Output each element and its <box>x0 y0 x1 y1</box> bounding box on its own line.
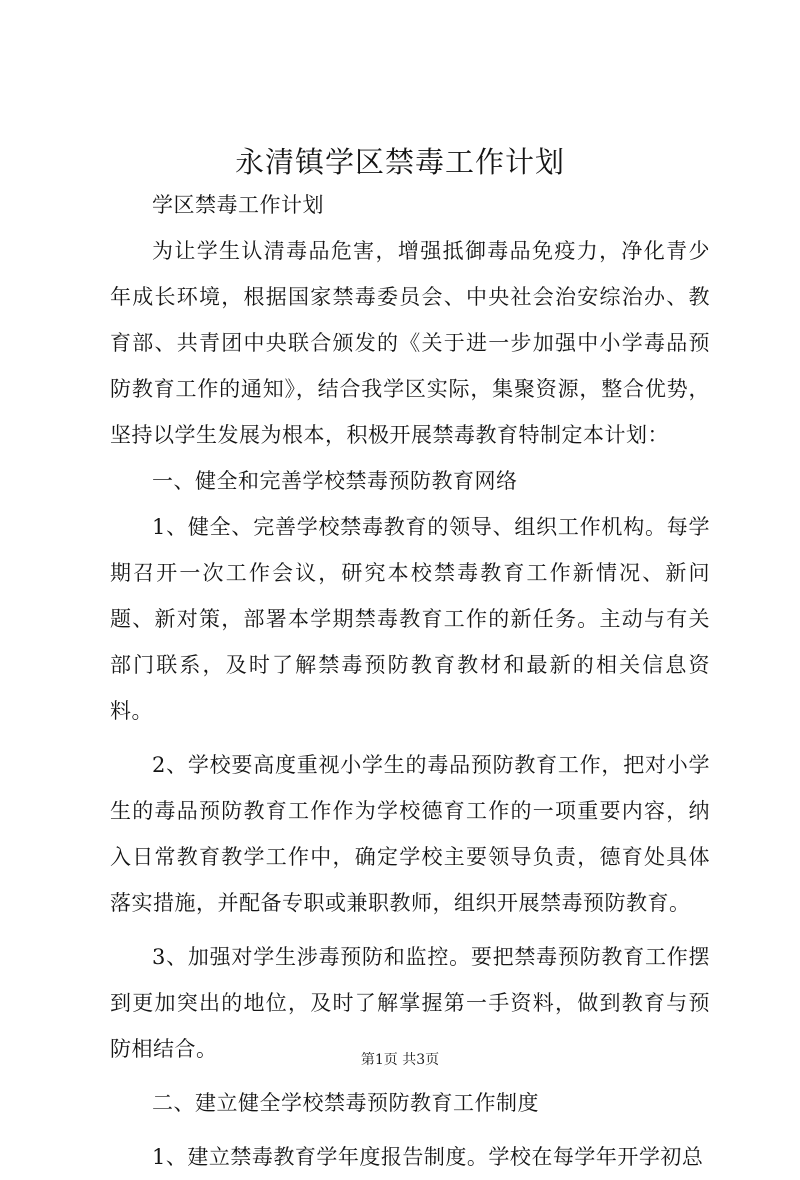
paragraph-1-1: 1、健全、完善学校禁毒教育的领导、组织工作机构。每学期召开一次工作会议，研究本校禁毒教育工作新情况、新问题、新对策，部署本学期禁毒教育工作的新任务。主动与有关部门联系，及时了解禁毒预防教育教材和最新的相关信息资料。 <box>110 515 710 723</box>
section-heading-1: 一、健全和完善学校禁毒预防教育网络 <box>152 469 518 493</box>
document-body <box>110 182 710 1180</box>
section-heading-2: 二、建立健全学校禁毒预防教育工作制度 <box>152 1091 539 1115</box>
page-footer: 第1页 共3页 <box>360 1052 440 1068</box>
paragraph-1-2: 2、学校要高度重视小学生的毒品预防教育工作，把对小学生的毒品预防教育工作作为学校德育工作的一项重要内容，纳入日常教育教学工作中，确定学校主要领导负责，德育处具体落实措施，并配备专职或兼职教师，组织开展禁毒预防教育。 <box>110 753 710 915</box>
intro-paragraph: 为让学生认清毒品危害，增强抵御毒品免疫力，净化青少年成长环境，根据国家禁毒委员会、中央社会治安综治办、教育部、共青团中央联合颁发的《关于进一步加强中小学毒品预防教育工作的通知》，结合我学区实际，集聚资源，整合优势，坚持以学生发展为根本，积极开展禁毒教育特制定本计划： <box>110 239 710 447</box>
paragraph-1-3: 3、加强对学生涉毒预防和监控。要把禁毒预防教育工作摆到更加突出的地位，及时了解掌握第一手资料，做到教育与预防相结合。 <box>110 945 710 1061</box>
document-title: 永清镇学区禁毒工作计划 <box>234 145 565 179</box>
paragraph-2-1: 1、建立禁毒教育学年度报告制度。学校在每学年开学初总 <box>152 1145 704 1169</box>
subtitle-paragraph: 学区禁毒工作计划 <box>152 193 324 217</box>
